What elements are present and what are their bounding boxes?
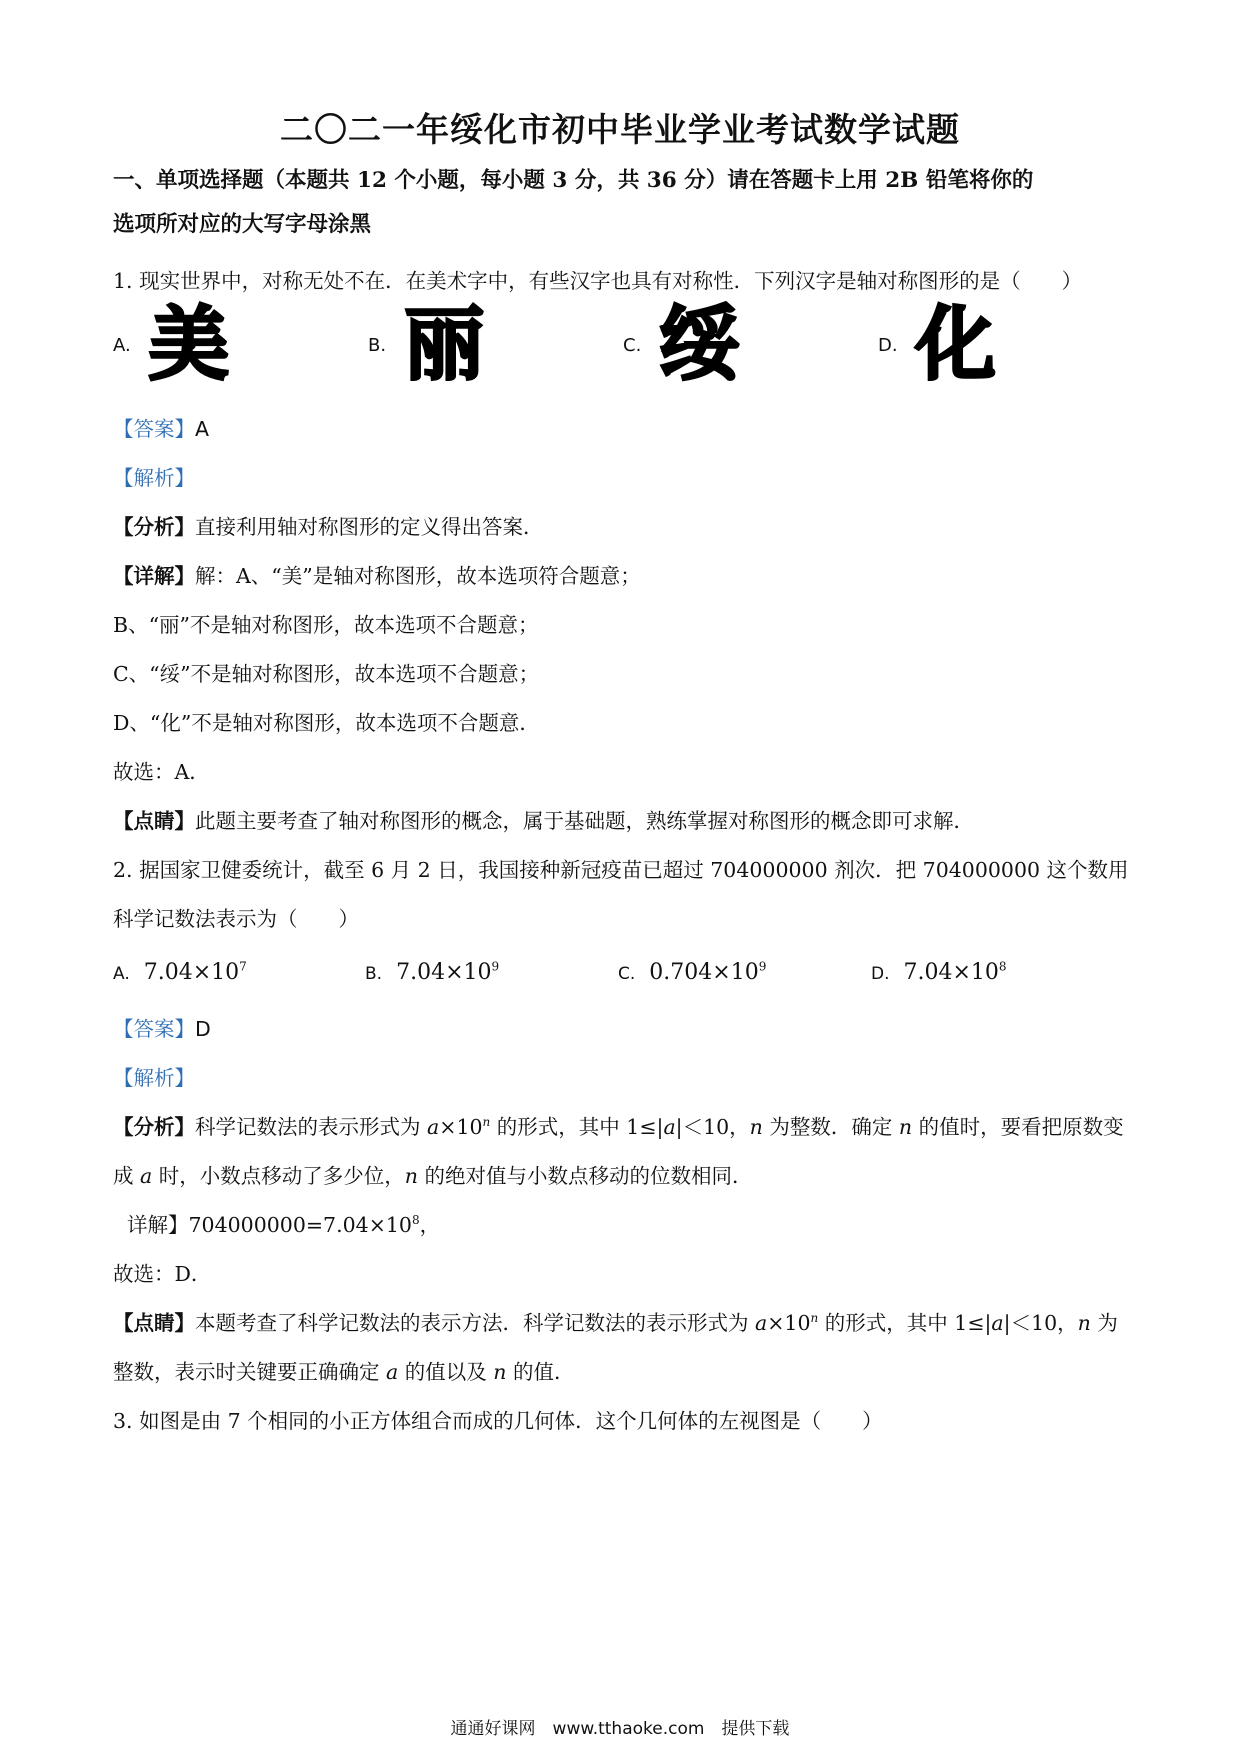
q2-option-b	[365, 958, 499, 989]
option-base: 7.04×10	[143, 960, 240, 985]
option-exponent: 9	[491, 959, 500, 974]
page-footer: 通通好课网 www.tthaoke.com 提供下载	[450, 1719, 790, 1739]
q1-stem: 1. 现实世界中，对称无处不在．在美术字中，有些汉字也具有对称性．下列汉字是轴对称图形的是（ ）	[113, 269, 1083, 293]
q2-dianjing-line1	[113, 1309, 1130, 1337]
option-base: 7.04×10	[396, 960, 492, 985]
math-var: n	[404, 1164, 418, 1188]
option-base: 7.04×10	[903, 960, 999, 985]
option-glyph-sui: 绥	[659, 298, 740, 391]
math-var: a	[427, 1115, 440, 1139]
text-span: 成	[113, 1164, 141, 1188]
q2-choose: 故选：D．	[113, 1262, 212, 1286]
answer-value: A	[195, 417, 210, 441]
section-heading-line2: 选项所对应的大写字母涂黑	[113, 212, 372, 237]
text-span: 的绝对值与小数点移动的位数相同．	[417, 1164, 753, 1188]
text-span: |＜10，	[1003, 1311, 1078, 1335]
q3-stem: 3. 如图是由 7 个相同的小正方体组合而成的几何体．这个几何体的左视图是（ ）	[113, 1409, 883, 1433]
q1-option-a	[113, 300, 229, 390]
fenxi-tag: 【分析】	[113, 1115, 195, 1139]
math-var: a	[755, 1311, 768, 1335]
q1-line-d: D、“化”不是轴对称图形，故本选项不合题意．	[113, 711, 540, 735]
xiangjie-tag: 【详解】	[113, 564, 195, 588]
answer-value: D	[195, 1017, 211, 1041]
option-glyph-mei: 美	[148, 298, 229, 391]
q2-answer	[113, 1015, 1130, 1043]
math-var: a	[386, 1360, 399, 1384]
q1-fenxi	[113, 513, 1130, 541]
xiangjie-text: 详解】704000000=7.04×10	[127, 1213, 412, 1237]
text-span: 整数，表示时关键要正确确定	[113, 1360, 387, 1384]
math-exponent: n	[482, 1115, 491, 1130]
q1-xiangjie	[113, 562, 1130, 590]
option-glyph-li: 丽	[404, 298, 485, 391]
option-exponent: 7	[239, 959, 247, 974]
dianjing-text: 此题主要考查了轴对称图形的概念，属于基础题，熟练掌握对称图形的概念即可求解．	[195, 809, 974, 833]
dianjing-tag: 【点睛】	[113, 809, 195, 833]
option-glyph-hua: 化	[915, 298, 996, 391]
xiangjie-text: 解：A、“美”是轴对称图形，故本选项符合题意；	[195, 564, 641, 588]
q1-options	[113, 300, 1133, 390]
q2-analysis-tag: 【解析】	[113, 1066, 195, 1090]
math-var: n	[1077, 1311, 1091, 1335]
option-letter: C.	[623, 334, 642, 356]
math-exponent: 8	[411, 1213, 420, 1228]
math-var: n	[493, 1360, 507, 1384]
option-letter: B.	[365, 964, 383, 984]
q1-option-b	[368, 300, 484, 390]
option-base: 0.704×10	[649, 960, 759, 985]
math-var: n	[749, 1115, 763, 1139]
q1-choose: 故选：A．	[113, 760, 210, 784]
option-exponent: 8	[998, 959, 1007, 974]
option-letter: D.	[871, 964, 890, 984]
text-span: 的形式，其中 1≤|	[490, 1115, 664, 1139]
q1-line-b: B、“丽”不是轴对称图形，故本选项不合题意；	[113, 613, 539, 637]
math-var: a	[140, 1164, 153, 1188]
math-var: a	[991, 1311, 1004, 1335]
option-exponent: 9	[758, 959, 767, 974]
text-span: 本题考查了科学记数法的表示方法．科学记数法的表示形式为	[195, 1311, 756, 1335]
math-exponent: n	[810, 1311, 819, 1326]
q2-option-c	[618, 958, 766, 989]
text-span: ×10	[767, 1311, 811, 1335]
text-span: 科学记数法的表示形式为	[195, 1115, 428, 1139]
math-var: a	[663, 1115, 676, 1139]
q1-line-c: C、“绥”不是轴对称图形，故本选项不合题意；	[113, 662, 540, 686]
option-letter: C.	[618, 964, 636, 984]
q2-xiangjie	[127, 1211, 1130, 1239]
math-var: n	[898, 1115, 913, 1139]
option-letter: A.	[113, 964, 130, 984]
q1-option-c	[623, 300, 739, 390]
page-title: 二〇二一年绥化市初中毕业学业考试数学试题	[280, 110, 960, 149]
section-heading-line1: 一、单项选择题（本题共 12 个小题，每小题 3 分，共 36 分）请在答题卡上用 2B 铅笔将你的	[113, 168, 1034, 193]
text-span: 时，小数点移动了多少位，	[152, 1164, 405, 1188]
option-letter: A.	[113, 334, 131, 356]
q2-option-a	[113, 958, 247, 989]
q2-options	[113, 958, 1133, 992]
text-span: 的值以及	[398, 1360, 494, 1384]
answer-tag: 【答案】	[113, 1017, 195, 1041]
q1-dianjing	[113, 807, 1130, 835]
option-letter: B.	[368, 334, 387, 356]
answer-tag: 【答案】	[113, 417, 195, 441]
q2-stem-line1: 2. 据国家卫健委统计，截至 6 月 2 日，我国接种新冠疫苗已超过 704000000 剂次．把 704000000 这个数用	[113, 858, 1129, 882]
text-span: 为整数．确定	[762, 1115, 899, 1139]
fenxi-tag: 【分析】	[113, 515, 195, 539]
text-span: 的值．	[506, 1360, 575, 1384]
text-span: 的形式，其中 1≤|	[818, 1311, 992, 1335]
dianjing-tag: 【点睛】	[113, 1311, 195, 1335]
option-letter: D.	[878, 334, 898, 356]
q2-stem-line2: 科学记数法表示为（ ）	[113, 907, 359, 931]
q2-option-d	[871, 958, 1007, 989]
q2-dianjing-line2	[113, 1358, 1130, 1386]
q1-option-d	[878, 300, 996, 390]
text-span: ×10	[439, 1115, 483, 1139]
text-span: ，	[419, 1213, 441, 1237]
text-span: |＜10，	[675, 1115, 750, 1139]
fenxi-text: 直接利用轴对称图形的定义得出答案．	[195, 515, 544, 539]
q1-answer	[113, 415, 1130, 443]
text-span: 的值时，要看把原数变	[912, 1115, 1124, 1139]
q2-fenxi-line1	[113, 1113, 1130, 1141]
text-span: 为	[1090, 1311, 1118, 1335]
q2-fenxi-line2	[113, 1162, 1130, 1190]
q1-analysis-tag: 【解析】	[113, 466, 195, 490]
